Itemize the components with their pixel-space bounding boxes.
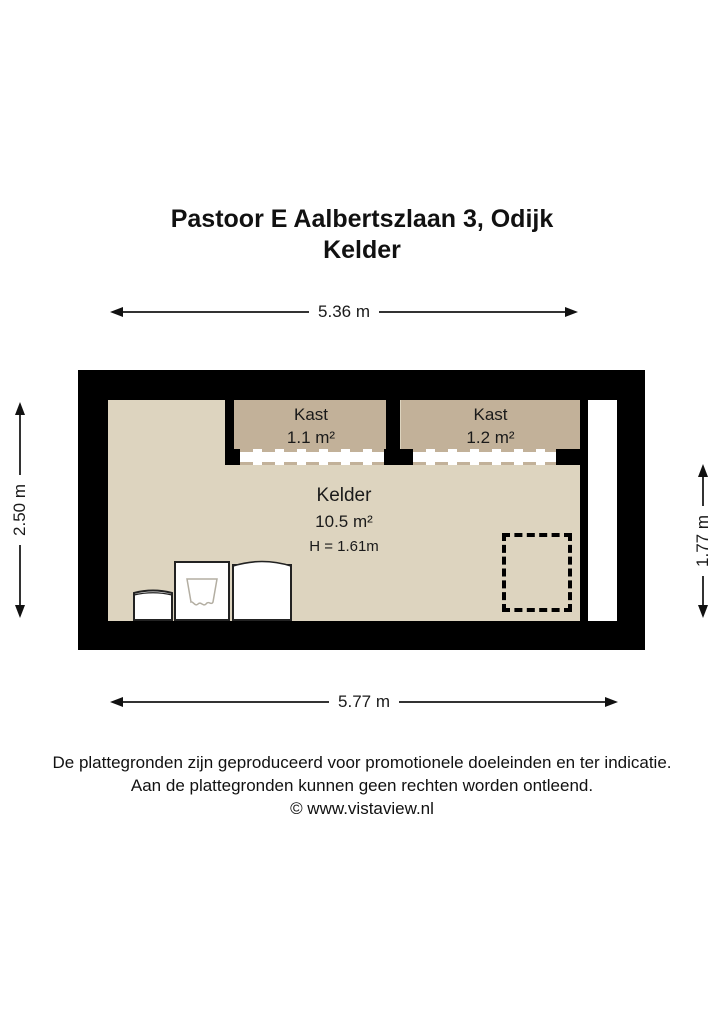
boiler-icon <box>232 558 292 621</box>
closet-2-area: 1.2 m² <box>466 428 515 447</box>
dimension-top-label: 5.36 m <box>318 302 370 321</box>
dimension-right <box>694 464 712 618</box>
hatch-dashed-outline <box>502 533 572 612</box>
closet-1-label <box>234 403 388 449</box>
arrowhead-right-icon <box>565 307 578 317</box>
arrowhead-up-icon <box>698 464 708 477</box>
dimension-line <box>702 477 703 506</box>
kelder-area: 10.5 m² <box>315 512 373 531</box>
arrowhead-left-icon <box>110 697 123 707</box>
dimension-right-label: 1.77 m <box>693 515 712 567</box>
wall-segment <box>384 449 413 465</box>
closet-2-name: Kast <box>473 405 508 424</box>
dimension-line <box>123 311 309 312</box>
arrowhead-up-icon <box>15 402 25 415</box>
dimension-line <box>123 701 329 702</box>
dimension-line <box>19 545 20 605</box>
dimension-top <box>110 303 578 321</box>
closet-2-door-opening <box>413 449 556 465</box>
dimension-bottom-label: 5.77 m <box>338 692 390 711</box>
floorplan <box>78 370 645 650</box>
wall-opening-right <box>588 400 617 621</box>
washbasin-icon <box>174 561 230 621</box>
arrowhead-left-icon <box>110 307 123 317</box>
dimension-line <box>399 701 605 702</box>
wall-segment <box>556 449 580 465</box>
disclaimer <box>0 751 724 820</box>
page-title-address: Pastoor E Aalbertszlaan 3, Odijk <box>170 205 554 233</box>
wall-segment <box>225 449 240 465</box>
dimension-line <box>19 415 20 475</box>
closet-1-door-opening <box>240 449 384 465</box>
appliance-icon <box>133 587 173 621</box>
page-title <box>0 204 724 266</box>
copyright-line: © www.vistaview.nl <box>290 799 434 818</box>
dimension-left-label: 2.50 m <box>10 484 29 536</box>
dimension-bottom <box>110 693 618 711</box>
kelder-ceiling-height: H = 1.61m <box>309 538 379 555</box>
arrowhead-down-icon <box>15 605 25 618</box>
dimension-line <box>702 576 703 605</box>
arrowhead-right-icon <box>605 697 618 707</box>
page-title-floor: Kelder <box>323 236 401 264</box>
kelder-name: Kelder <box>316 485 372 506</box>
disclaimer-line-1: De plattegronden zijn geproduceerd voor promotionele doeleinden en ter indicatie. <box>52 753 672 772</box>
closet-1-area: 1.1 m² <box>286 428 336 447</box>
disclaimer-line-2: Aan de plattegronden kunnen geen rechten worden ontleend. <box>130 776 594 795</box>
closet-2-label <box>401 403 580 449</box>
closet-1-name: Kast <box>293 405 329 424</box>
arrowhead-down-icon <box>698 605 708 618</box>
wall-segment-closet-divider <box>386 400 400 450</box>
dimension-line <box>379 311 565 312</box>
dimension-left <box>11 402 29 618</box>
